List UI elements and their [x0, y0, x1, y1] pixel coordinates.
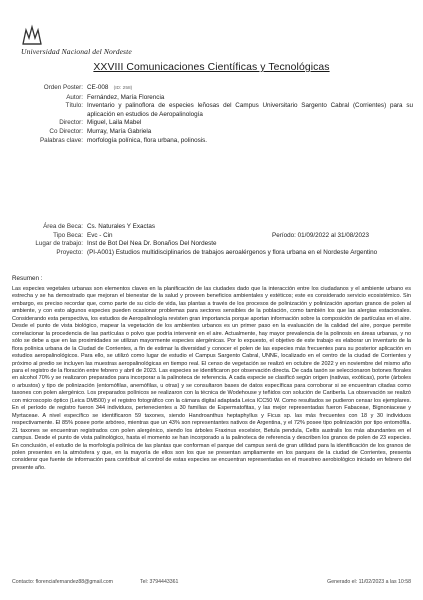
footer-contact: Contacto: florenciafernandez88@gmail.com	[12, 579, 113, 585]
codirector-value: Murray, María Gabriela	[87, 127, 152, 135]
titulo-label: Título:	[65, 102, 83, 110]
footer-generated: Generado el: 11/02/2023 a las 10:58	[327, 579, 411, 585]
lugar-value: Inst de Bot Del Nea Dr. Bonaños Del Nordeste	[87, 240, 217, 248]
area-value: Cs. Naturales Y Exactas	[87, 223, 156, 230]
codirector-row	[12, 128, 413, 137]
orden-row	[12, 84, 413, 94]
abstract-text: Las especies vegetales urbanas son elementos claves en la planificación de las ciudades dado que la interacción entre los ciudadanos y el ambiente urbano es estrecha y se ha demostrado que mejoran el bienestar de la salud y proveen beneficios ambientales y estéticos; este es considerado servicio ecosistémico. Sin embargo, es preciso recordar que, como parte de su ciclo de vida, las plantas a través de los procesos de polinización y polinización aportan granos de polen al ambiente, y con esto algunos especies pueden ocasionar problemas para sectores sensibles de la población, como también los que las alergias estacionales. Considerando esta perspectiva, los estudios de Aeropalinología revisten gran importancia porque aportan información sobre la composición de partículas en el aire. Desde el punto de vista biológico, mapear la vegetación de los ambientes urbanos es un primer paso en la evaluación de la calidad del aire, porque permite correlacionar la procedencia de las partículas o polvo que podría intervenir en el aire. Actualmente, hay mayor prevalencia de la polinosis en áreas urbanas, y no sólo se debe a que en las proximidades se utilizan mayormente especies alergénicas. Por lo expuesto, el objetivo de este trabajo es elaborar un inventario de la flora polínica urbana de la Ciudad de Corrientes, a fin de estimar la diversidad y conocer el polen de las especies más frecuentes para su posterior aplicación en estudios aeropalinológicos. Para ello, se utilizó como lugar de estudio el Campus Sargento Cabral, UNNE, localizado en el centro de la ciudad de Corrientes y próximo al predio se incluyen las muestras aeropalinológicas en tiempo real. El censo de vegetación se realizó en octubre de 2022 y en noviembre del mismo año para el registro de la floración entre febrero y abril de 2023. Las especies se identificaron por observación directa. De cada taxón se seleccionaron botones florales en alcohol 70% y se realizaron preparados para incorporar a la palinoteca de referencia. A cada especie se clasificó según origen (nativas, exóticas), porte (árboles o arbustos) y tipo de polinización (entomófilas, anemófilas, u otras) y se consultaron bases de datos específicas para corroborar si se encuentran citadas como taxones con polen alergénico. Los preparados polínicos se realizaron con la técnica de Wodehouse y teñidos con solución de Cariberla. La observación se realizó con microscopio óptico (Leica DM500) y el registro fotográfico con la cámara digital adaptada Leica ICC50 W. Como resultados se pudieron censar los ejemplares. En el período de registro fueron 344 individuos, pertenecientes a 30 familias de Espermatofitas, y las mejor representadas fueron Fabaceae, Bignoniaceae y Myrtaceae. A nivel específico se identificaron 59 taxones, siendo Handroanthus heptaphyllus y Ficus sp. las más frecuentes con 18 y 30 individuos respectivamente. El 85% posee porte arbóreo, mientras que un 43% son representantes nativos de Argentina, y el 72% posee tipo polinización por tipo entomófila. 21 taxones se encuentran registrados con polen alergénico, siendo los árboles Fraxinus excelsior, Betula pendula, Celtis australis los más abundantes en el campus. Desde el punto de vista palinológico, hasta el momento se han incorporado a la palinoteca de referencia y describen los granos de polen de 23 especies. En conclusión, el estudio de la morfología polínica de las plantas que conforman el parque del campus será de gran utilidad para la identificación de los granos de polen presentes en la atmósfera y que, en la mayoría de ellos son los que se presentan ampliamente en los parques de la ciudad de Corrientes, presenta considerar que fuente de información para contribuir al control de estas especies se encuentran representadas en el muestreo aerobiológico iniciado en febrero del presente año.	[12, 286, 411, 471]
university-emblem-icon	[21, 24, 43, 46]
footer-phone: Tel: 3794443361	[140, 579, 179, 585]
orden-value: CE-008	[87, 84, 109, 91]
tipo-beca-label: Tipo Beca:	[53, 231, 83, 239]
tipo-beca-value: Evc - Cin	[87, 231, 113, 239]
record-block	[12, 84, 413, 145]
titulo-value: Inventario y palinoflora de especies leñosas del Campus Universitario Sargento Cabral (Corrientes) para su aplicación en estudios de Aeropalinología	[87, 102, 413, 118]
proyecto-row	[12, 249, 413, 258]
tipo-beca-row	[12, 232, 413, 241]
palabras-clave-value: morfología polínica, flora urbana, polinosis.	[87, 136, 208, 144]
orden-id: (ID: 258)	[113, 86, 133, 91]
codirector-label: Co Director:	[49, 127, 83, 135]
periodo-text: Período: 01/09/2022 al 31/08/2023	[272, 231, 369, 239]
proyecto-value: (PI-A001) Estudios multidisciplinarios de trabajos aeroalérgenos y flora urbana en el Nordeste Argentino	[87, 248, 378, 256]
event-title: XXVIII Comunicaciones Científicas y Tecnológicas	[93, 62, 330, 73]
resumen-label: Resumen :	[12, 275, 43, 282]
area-row	[12, 223, 413, 232]
autor-row	[12, 94, 413, 103]
director-row	[12, 119, 413, 128]
orden-label: Orden Poster:	[43, 84, 83, 91]
director-label: Director:	[59, 119, 83, 127]
university-logo	[21, 24, 141, 64]
titulo-row	[12, 102, 413, 119]
autor-value: Fernández, María Florencia	[87, 93, 165, 101]
lugar-label: Lugar de trabajo:	[35, 240, 83, 248]
area-label: Área de Beca:	[43, 223, 83, 230]
autor-label: Autor:	[66, 93, 83, 101]
palabras-clave-row	[12, 137, 413, 146]
director-value: Miguel, Laila Mabel	[87, 119, 142, 127]
university-logo-text: Universidad Nacional del Nordeste	[21, 47, 132, 56]
project-block	[12, 223, 413, 257]
proyecto-label: Proyecto:	[56, 248, 83, 256]
lugar-row	[12, 240, 413, 249]
palabras-clave-label: Palabras clave:	[39, 136, 83, 144]
